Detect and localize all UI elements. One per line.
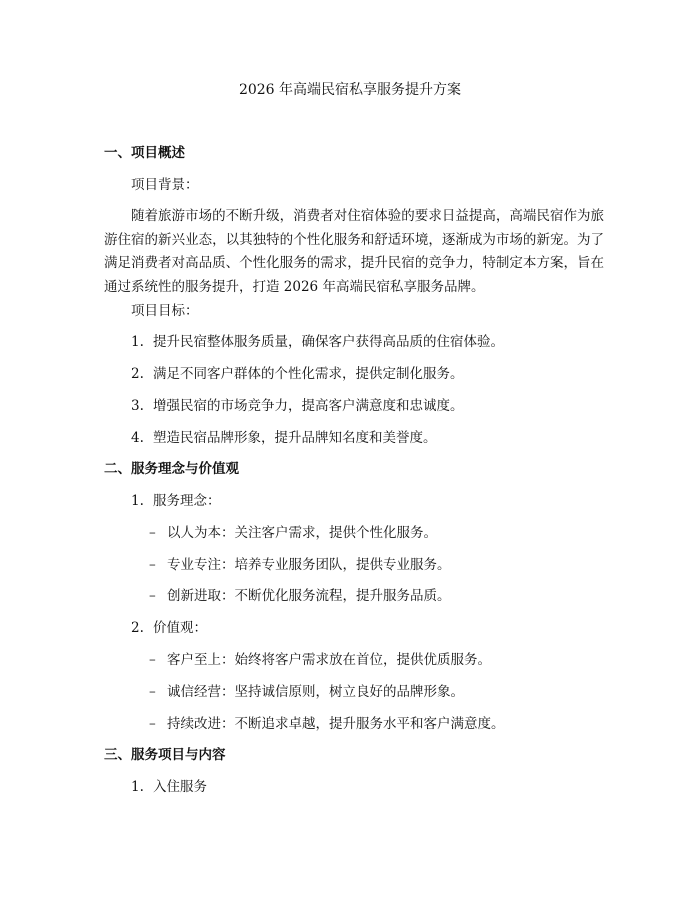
list-number: 1. — [131, 493, 144, 509]
list-number: 1. — [131, 779, 144, 795]
sub-list-text: 以人为本：关注客户需求，提供个性化服务。 — [167, 525, 437, 541]
list-item — [131, 492, 221, 510]
section-heading-philosophy: 二、服务理念与价值观 — [104, 461, 239, 477]
list-text: 服务理念： — [153, 493, 221, 509]
list-number: 3. — [131, 398, 144, 414]
list-item — [131, 397, 464, 415]
list-item — [131, 333, 504, 351]
sub-list-item — [149, 683, 464, 701]
document-title: 2026 年高端民宿私享服务提升方案 — [238, 82, 462, 98]
dash-marker: – — [149, 716, 156, 732]
sub-list-text: 创新进取：不断优化服务流程，提升服务品质。 — [167, 588, 451, 604]
sub-list-item — [149, 651, 491, 669]
sub-list-text: 诚信经营：坚持诚信原则，树立良好的品牌形象。 — [167, 684, 464, 700]
sub-list-item — [149, 587, 451, 605]
section-heading-services: 三、服务项目与内容 — [104, 747, 226, 763]
sub-list-item — [149, 556, 451, 574]
list-text: 塑造民宿品牌形象，提升品牌知名度和美誉度。 — [153, 430, 437, 446]
section-heading-overview: 一、项目概述 — [104, 145, 185, 161]
list-item — [131, 429, 437, 447]
background-paragraph: 随着旅游市场的不断升级，消费者对住宿体验的要求日益提高，高端民宿作为旅游住宿的新兴业态，以其独特的个性化服务和舒适环境，逐渐成为市场的新宠。为了满足消费者对高品质、个性化服务的需求，提升民宿的竞争力，特制定本方案，旨在通过系统性的服务提升，打造 2026 年高端民宿私享服务品牌。 — [104, 208, 604, 295]
list-item — [131, 365, 464, 383]
sub-list-text: 专业专注：培养专业服务团队，提供专业服务。 — [167, 557, 451, 573]
list-number: 1. — [131, 334, 144, 350]
list-text: 入住服务 — [153, 779, 207, 795]
list-item — [131, 619, 207, 637]
dash-marker: – — [149, 588, 156, 604]
list-number: 2. — [131, 366, 144, 382]
sub-list-item — [149, 524, 437, 542]
list-text: 满足不同客户群体的个性化需求，提供定制化服务。 — [153, 366, 464, 382]
list-text: 提升民宿整体服务质量，确保客户获得高品质的住宿体验。 — [153, 334, 504, 350]
goals-label: 项目目标： — [131, 303, 199, 319]
list-number: 4. — [131, 430, 144, 446]
list-number: 2. — [131, 620, 144, 636]
sub-list-text: 客户至上：始终将客户需求放在首位，提供优质服务。 — [167, 652, 491, 668]
dash-marker: – — [149, 652, 156, 668]
background-label: 项目背景： — [131, 177, 199, 193]
list-text: 价值观： — [153, 620, 207, 636]
list-item — [131, 778, 207, 796]
dash-marker: – — [149, 684, 156, 700]
list-text: 增强民宿的市场竞争力，提高客户满意度和忠诚度。 — [153, 398, 464, 414]
dash-marker: – — [149, 525, 156, 541]
dash-marker: – — [149, 557, 156, 573]
sub-list-text: 持续改进：不断追求卓越，提升服务水平和客户满意度。 — [167, 716, 505, 732]
sub-list-item — [149, 715, 505, 733]
